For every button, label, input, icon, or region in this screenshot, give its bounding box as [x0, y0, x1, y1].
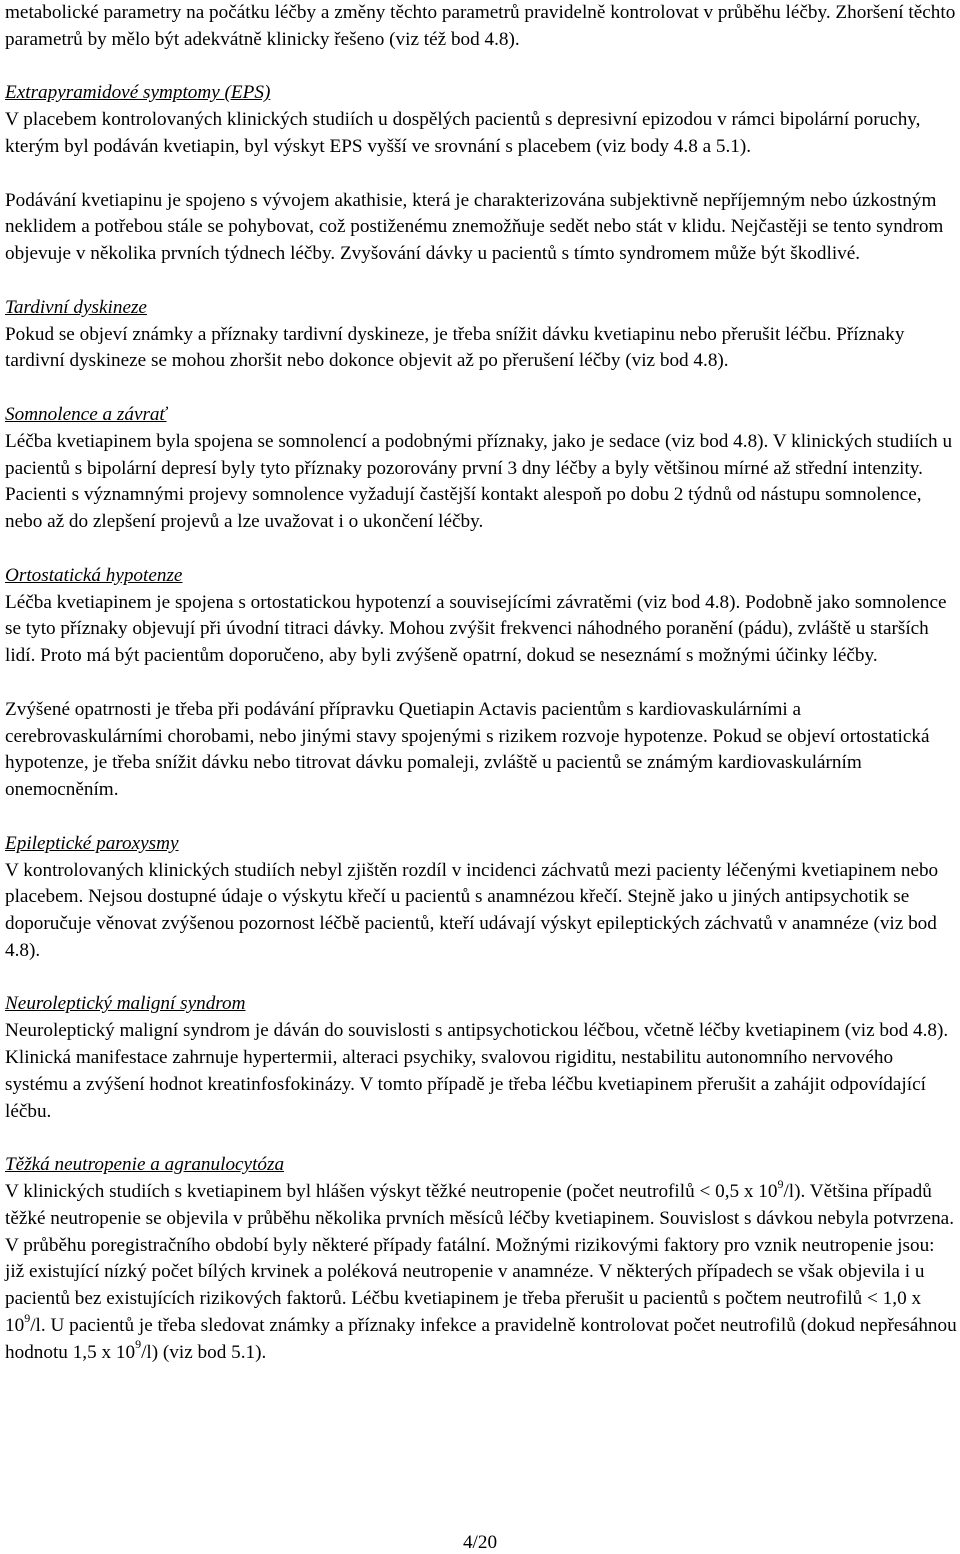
- orthostatic-paragraph-1: Léčba kvetiapinem je spojena s ortostatickou hypotenzí a souvisejícími závratěmi (viz bod 4.8). Podobně jako somnolence se tyto příznaky objevují při úvodní titraci dávky. Mohou zvýšit frekvenci náhodného poranění (pádu), zvláště u starších lidí. Proto má být pacientům doporučeno, aby byli zvýšeně opatrní, dokud se neseznámí s možnými účinky léčby.: [5, 591, 947, 667]
- neutropenia-exponent-2: 9: [24, 1310, 31, 1325]
- neutropenia-paragraph: [5, 1176, 957, 1367]
- somnolence-paragraph: Léčba kvetiapinem byla spojena se somnolencí a podobnými příznaky, jako je sedace (viz bod 4.8). V klinických studiích u pacientů s bipolární depresí byly tyto příznaky pozorovány první 3 dny léčby a byly většinou mírné až střední intenzity. Pacienti s významnými projevy somnolence vyžadují častější kontakt alespoň po dobu 2 týdnů od nástupu somnolence, nebo až do zlepšení projevů a lze uvažovat i o ukončení léčby.: [5, 430, 953, 533]
- neutropenia-text-1: V klinických studiích s kvetiapinem byl hlášen výskyt těžké neutropenie (počet neutrofilů < 0,5 x 10: [5, 1181, 778, 1203]
- nms-paragraph: Neuroleptický maligní syndrom je dáván do souvislosti s antipsychotickou léčbou, včetně léčby kvetiapinem (viz bod 4.8). Klinická manifestace zahrnuje hypertermii, alteraci psychiky, svalovou rigiditu, nestabilitu autonomního nervového systému a zvýšení hodnot kreatinfosfokinázy. V tomto případě je třeba léčbu kvetiapinem přerušit a zahájit odpovídající léčbu.: [5, 1020, 949, 1122]
- neutropenia-exponent-1: 9: [777, 1176, 784, 1191]
- intro-paragraph: metabolické parametry na počátku léčby a změny těchto parametrů pravidelně kontrolovat v průběhu léčby. Zhoršení těchto parametrů by mělo být adekvátně klinicky řešeno (viz též bod 4.8).: [5, 2, 956, 50]
- heading-nms: Neuroleptický maligní syndrom: [5, 993, 246, 1015]
- neutropenia-text-4: /l) (viz bod 5.1).: [141, 1341, 267, 1363]
- document-page: [5, 0, 957, 1367]
- heading-neutropenia: Těžká neutropenie a agranulocytóza: [5, 1154, 285, 1176]
- epilepsy-paragraph: V kontrolovaných klinických studiích nebyl zjištěn rozdíl v incidenci záchvatů mezi pacienty léčenými kvetiapinem nebo placebem. Nejsou dostupné údaje o výskytu křečí u pacientů s anamnézou křečí. Stejně jako u jiných antipsychotik se doporučuje věnovat zvýšenou pozornost léčbě pacientů, kteří udávají výskyt epileptických záchvatů v anamnéze (viz bod 4.8).: [5, 859, 939, 961]
- heading-eps: Extrapyramidové symptomy (EPS): [5, 82, 271, 104]
- tardive-paragraph: Pokud se objeví známky a příznaky tardivní dyskineze, je třeba snížit dávku kvetiapinu nebo přerušit léčbu. Příznaky tardivní dyskineze se mohou zhoršit nebo dokonce objevit až po přerušení léčby (viz bod 4.8).: [5, 323, 905, 372]
- heading-orthostatic-hypotension: Ortostatická hypotenze: [5, 564, 183, 586]
- neutropenia-text-2: /l). Většina případů těžké neutropenie se objevila v průběhu několika prvních měsíců léčby kvetiapinem. Souvislost s dávkou nebyla potvrzena. V průběhu poregistračního období byly některé případy fatální. Možnými rizikovými faktory pro vznik neutropenie jsou: již existující nízký počet bílých krvinek a poléková neutropenie v anamnéze. V některých případech se však objevila i u pacientů bez existujících rizikových faktorů. Léčbu kvetiapinem je třeba přerušit u pacientů s počtem neutrofilů < 1,0 x 10: [5, 1181, 954, 1337]
- heading-epileptic-seizures: Epileptické paroxysmy: [5, 832, 179, 854]
- eps-paragraph-2: Podávání kvetiapinu je spojeno s vývojem akathisie, která je charakterizována subjektivně nepříjemným nebo úzkostným neklidem a potřebou stále se pohybovat, což postiženému znemožňuje sedět nebo stát v klidu. Nejčastěji se tento syndrom objevuje v několika prvních týdnech léčby. Zvyšování dávky u pacientů s tímto syndromem může být škodlivé.: [5, 189, 944, 265]
- heading-somnolence: Somnolence a závrať: [5, 403, 167, 425]
- eps-paragraph-1: V placebem kontrolovaných klinických studiích u dospělých pacientů s depresivní epizodou v rámci bipolární poruchy, kterým byl podáván kvetiapin, byl výskyt EPS vyšší ve srovnání s placebem (viz body 4.8 a 5.1).: [5, 109, 921, 157]
- orthostatic-paragraph-2: Zvýšené opatrnosti je třeba při podávání přípravku Quetiapin Actavis pacientům s kardiovaskulárními a cerebrovaskulárními chorobami, nebo jinými stavy spojenými s rizikem rozvoje hypotenze. Pokud se objeví ortostatická hypotenze, je třeba snížit dávku nebo titrovat dávku pomaleji, zvláště u pacientů se známým kardiovaskulárním onemocněním.: [5, 698, 930, 801]
- neutropenia-exponent-3: 9: [135, 1337, 142, 1352]
- heading-tardive-dyskinesia: Tardivní dyskineze: [5, 296, 147, 318]
- page-number: 4/20: [462, 1532, 498, 1553]
- neutropenia-text-3: /l. U pacientů je třeba sledovat známky a příznaky infekce a pravidelně kontrolovat počet neutrofilů (dokud nepřesáhnou hodnotu 1,5 x 10: [5, 1315, 957, 1363]
